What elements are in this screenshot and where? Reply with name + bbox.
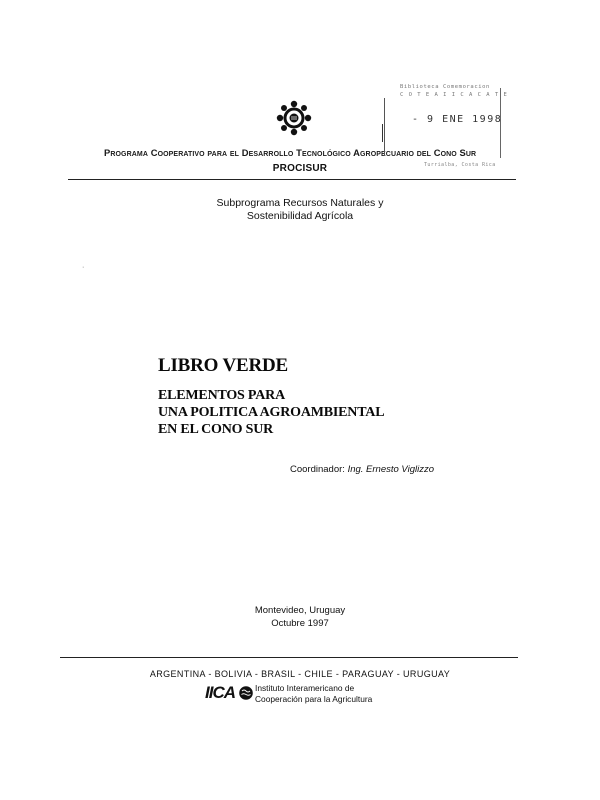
stamp-line-2: C O T E A I I C A C A T E <box>400 92 508 98</box>
publication-info <box>0 604 600 630</box>
coordinator <box>290 464 434 475</box>
stamp-bar-left <box>384 98 385 156</box>
institute-line-1: Instituto Interamericano de <box>255 683 355 693</box>
member-countries: ARGENTINA - BOLIVIA - BRASIL - CHILE - PARAGUAY - URUGUAY <box>149 669 451 679</box>
institute-name <box>255 683 372 704</box>
publication-date: Octubre 1997 <box>271 618 329 629</box>
stamp-date: - 9 ENE 1998 <box>412 114 503 125</box>
book-subtitle <box>158 387 384 438</box>
subprogram <box>0 197 600 223</box>
institute-line-2: Cooperación para la Agricultura <box>255 693 373 704</box>
coordinator-label: Coordinador: <box>290 464 345 475</box>
subtitle-line-1: ELEMENTOS PARA <box>158 388 285 403</box>
footer-rule <box>60 657 518 658</box>
header-rule <box>68 179 516 180</box>
subtitle-line-3: EN EL CONO SUR <box>158 422 274 437</box>
iica-logo-text: IICA <box>205 683 235 702</box>
stray-mark: · <box>82 264 85 271</box>
stamp-bar-left-inner <box>382 124 383 142</box>
subtitle-line-2: UNA POLITICA AGROAMBIENTAL <box>158 405 385 420</box>
coordinator-name: Ing. Ernesto Viglizzo <box>347 464 434 475</box>
iica-globe-icon <box>239 686 253 700</box>
program-title: Programa Cooperativo para el Desarrollo Tecnológico Agropecuario del Cono Sur <box>104 147 477 158</box>
subprogram-line-2: Sostenibilidad Agrícola <box>246 210 354 222</box>
library-stamp <box>384 84 508 168</box>
procisur-acronym: PROCISUR <box>272 163 328 174</box>
procisur-logo-icon <box>276 100 312 136</box>
publication-place: Montevideo, Uruguay <box>254 605 346 616</box>
subprogram-line-1: Subprograma Recursos Naturales y <box>216 197 384 209</box>
stamp-line-4: Turrialba, Costa Rica <box>424 162 496 168</box>
book-title: LIBRO VERDE <box>158 355 288 376</box>
stamp-line-1: Biblioteca Comemoracion <box>400 84 490 90</box>
